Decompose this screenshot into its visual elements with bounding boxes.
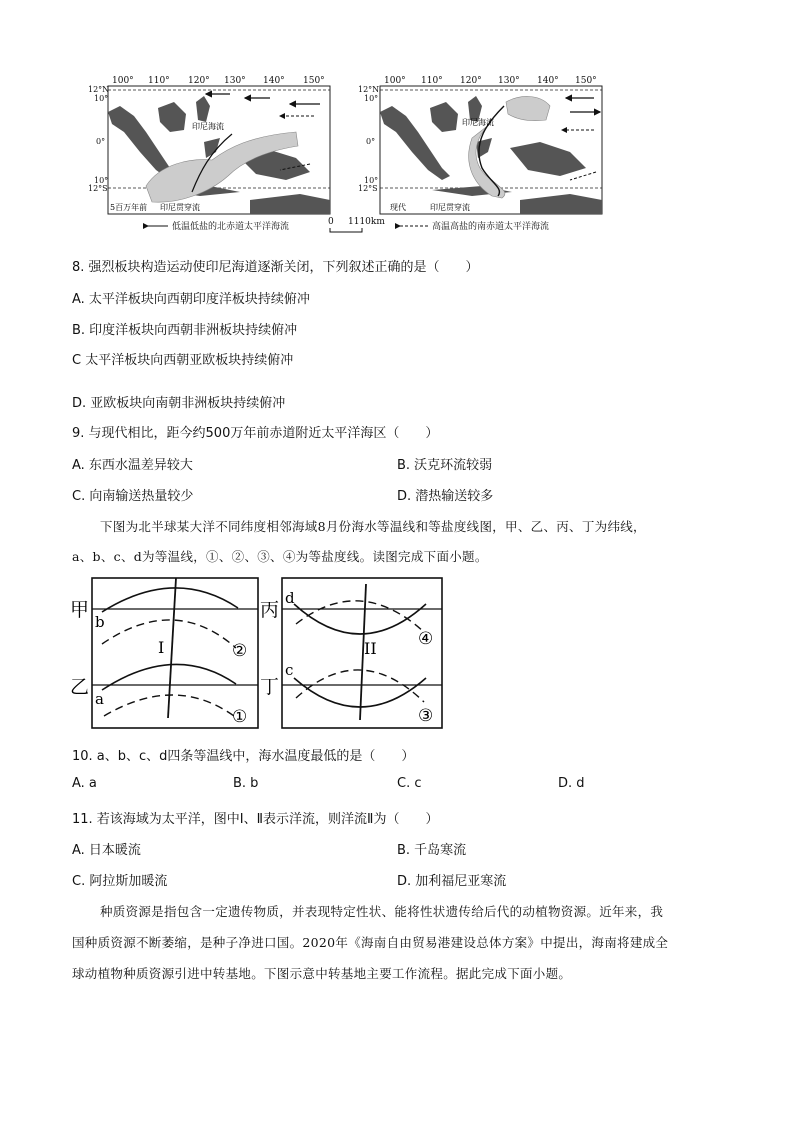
question-11: 11. 若该海域为太平洋，图中Ⅰ、Ⅱ表示洋流，则洋流Ⅱ为（ ） [72, 812, 439, 827]
lat-label: 12°S [88, 184, 108, 193]
question-10: 10. a、b、c、d四条等温线中，海水温度最低的是（ ） [72, 749, 415, 764]
left-map [88, 85, 330, 214]
lat-label: 12°S [358, 184, 378, 193]
throughflow-label: 印尼贯穿流 [430, 203, 470, 212]
lon-label: 130° [224, 76, 246, 86]
q8-option-d[interactable]: D. 亚欧板块向南朝非洲板块持续俯冲 [72, 396, 286, 411]
era-label: 5百万年前 [110, 203, 148, 212]
intro-paragraph-line: 种质资源是指包含一定遗传物质，并表现特定性状、能将性状遗传给后代的动植物资源。近年来，我 [100, 904, 664, 919]
q9-option-a[interactable]: A. 东西水温差异较大 [72, 458, 193, 473]
scale-value: 1110km [348, 217, 385, 227]
lon-label: 130° [498, 76, 520, 86]
isotherm-c: c [285, 661, 294, 679]
map-legend [148, 217, 549, 232]
isotherm-b: b [95, 613, 105, 631]
ocean-current-maps [88, 72, 615, 237]
throughflow-label: 印尼贯穿流 [160, 203, 200, 212]
q10-option-a[interactable]: A. a [72, 776, 97, 791]
q10-option-d[interactable]: D. d [558, 776, 585, 791]
intro-paragraph-line: 下图为北半球某大洋不同纬度相邻海域8月份海水等温线和等盐度线图，甲、乙、丙、丁为纬线， [100, 519, 646, 534]
strait-label: 印尼海流 [462, 118, 494, 127]
lon-label: 150° [575, 76, 597, 86]
lat-label: 12°N [358, 85, 380, 94]
lat-ding: 丁 [260, 676, 280, 698]
lon-label: 140° [537, 76, 559, 86]
isohaline-3: ③ [418, 706, 434, 726]
question-9: 9. 与现代相比，距今约500万年前赤道附近太平洋海区（ ） [72, 426, 439, 441]
lon-label: 100° [384, 76, 406, 86]
scale-zero: 0 [328, 217, 334, 227]
lat-label: 10° [94, 94, 109, 103]
lon-label: 110° [421, 76, 443, 86]
q8-option-a[interactable]: A. 太平洋板块向西朝印度洋板块持续俯冲 [72, 292, 310, 307]
q8-option-c[interactable]: C 太平洋板块向西朝亚欧板块持续俯冲 [72, 353, 294, 368]
q10-option-c[interactable]: C. c [397, 776, 422, 791]
lat-label: 12°N [88, 85, 110, 94]
isoline-diagram [70, 574, 450, 734]
intro-paragraph-line: 球动植物种质资源引进中转基地。下图示意中转基地主要工作流程。据此完成下面小题。 [72, 966, 572, 981]
q8-option-b[interactable]: B. 印度洋板块向西朝非洲板块持续俯冲 [72, 323, 298, 338]
q11-option-c[interactable]: C. 阿拉斯加暖流 [72, 874, 168, 889]
q11-option-d[interactable]: D. 加利福尼亚寒流 [397, 874, 507, 889]
lat-label: 0° [96, 137, 106, 146]
lon-label: 120° [460, 76, 482, 86]
q9-option-b[interactable]: B. 沃克环流较弱 [397, 458, 493, 473]
current-1: I [158, 638, 165, 657]
q9-option-d[interactable]: D. 潜热输送较多 [397, 489, 494, 504]
lon-labels-left [112, 76, 325, 86]
q9-option-c[interactable]: C. 向南输送热量较少 [72, 489, 194, 504]
lat-bing: 丙 [260, 599, 280, 621]
isohaline-2: ② [232, 641, 248, 661]
legend-dashed-label: 高温高盐的南赤道太平洋海流 [432, 222, 550, 232]
lon-label: 140° [263, 76, 285, 86]
lon-label: 110° [148, 76, 170, 86]
lat-label: 10° [364, 176, 379, 185]
lat-yi: 乙 [70, 676, 90, 698]
strait-label: 印尼海流 [192, 122, 224, 131]
lon-label: 150° [303, 76, 325, 86]
lat-jia: 甲 [70, 599, 90, 621]
lat-label: 10° [364, 94, 379, 103]
intro-paragraph-line: 国种质资源不断萎缩，是种子净进口国。2020年《海南自由贸易港建设总体方案》中提出，海南将建成全 [72, 935, 669, 950]
legend-solid-label: 低温低盐的北赤道太平洋海流 [172, 222, 290, 232]
lon-labels-right [384, 76, 597, 86]
isotherm-d: d [285, 589, 295, 607]
isohaline-1: ① [232, 707, 248, 727]
isotherm-a: a [95, 690, 104, 708]
current-2: II [364, 639, 377, 658]
q11-option-a[interactable]: A. 日本暖流 [72, 843, 141, 858]
lat-label: 0° [366, 137, 376, 146]
question-8: 8. 强烈板块构造运动使印尼海道逐渐关闭，下列叙述正确的是（ ） [72, 260, 479, 275]
lat-label: 10° [94, 176, 109, 185]
lon-label: 100° [112, 76, 134, 86]
q10-option-b[interactable]: B. b [233, 776, 259, 791]
q11-option-b[interactable]: B. 千岛寒流 [397, 843, 467, 858]
lon-label: 120° [188, 76, 210, 86]
intro-paragraph-line: a、b、c、d为等温线，①、②、③、④为等盐度线。读图完成下面小题。 [72, 549, 488, 564]
right-map [358, 85, 602, 214]
era-label: 现代 [390, 203, 406, 212]
isohaline-4: ④ [418, 629, 434, 649]
